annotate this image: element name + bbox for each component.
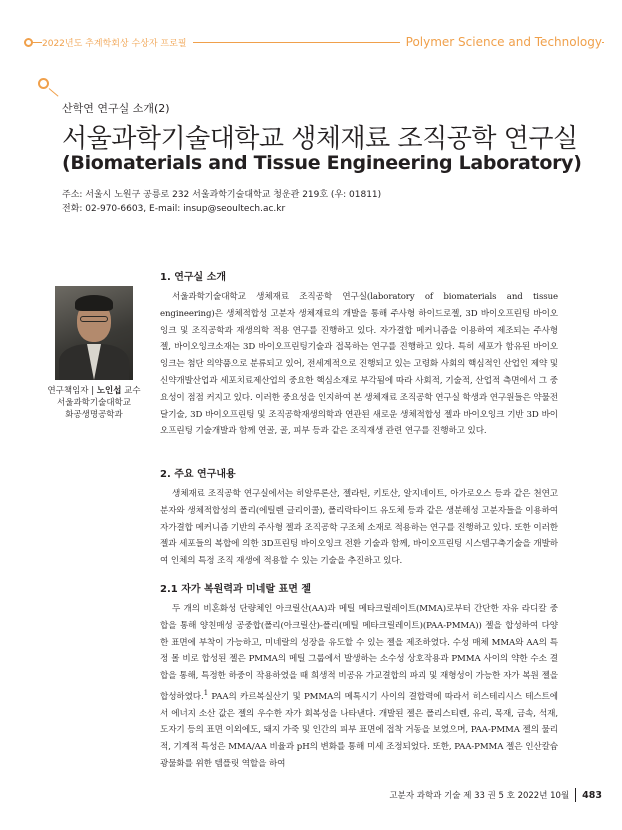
profile-department: 화공생명공학과 xyxy=(65,410,123,420)
profile-affiliation: 서울과학기술대학교 xyxy=(57,398,131,408)
profile-caption xyxy=(40,385,148,421)
contact-line: 전화: 02-970-6603, E-mail: insup@seoultech.ac.kr xyxy=(62,204,286,214)
title-english: (Biomaterials and Tissue Engineering Laboratory) xyxy=(62,152,582,174)
profile-name-line: 연구책임자 | 노인섭 교수 xyxy=(47,386,141,396)
section-heading: 1. 연구실 소개 xyxy=(160,272,227,283)
section-selfhealing-gel xyxy=(160,580,558,773)
circle-bullet-icon xyxy=(24,38,33,47)
contact-block xyxy=(62,188,381,216)
professor-photo xyxy=(55,286,133,380)
reference-mark: 1 xyxy=(203,687,209,697)
section-paragraph: 생체재료 조직공학 연구실에서는 히알루론산, 젤라틴, 키토산, 알지네이트, 아가로오스 등과 같은 천연고분자와 생체적합성의 폴리(에틸렌 글리이콜), 폴리락타이드 유도체 등과 같은 생분해성 고분자들을 이용하여 자가결합 메커니즘 기반의 주사형 젤과 조직공학 구조체 소재로 적용하는 연구를 진행하고 있다. 또한 이러한 젤과 세포들의 복합에 의한 3D프린팅 바이오잉크 전환 기술과 함께, 바이오프린팅 시스템구축기술을 개발하여 인체의 특정 조직 재생에 적용할 수 있는 기술을 추진하고 있다. xyxy=(160,489,558,567)
section-paragraph: 서울과학기술대학교 생체재료 조직공학 연구실(laboratory of biomaterials and tissue engineering)은 생체적합성 고분자 생체재료의 개발을 통해 주사형 하이드로젤, 3D 바이오프린팅 바이오잉크 및 조직공학과 재생의학 적용 연구를 진행하고 있다. 자가결합 메커니즘을 이용하여 제조되는 주사형 젤, 바이오잉크소재는 3D 바이오프린팅기술과 접목하는 연구를 진행하고 있다. 특히 세포가 함유된 바이오잉크는 첨단 의약품으로 분류되고 있어, 전세계적으로 진행되고 있는 고령화 사회의 핵심적인 산업인 제약 및 신약개발산업과 세포치료제산업의 중요한 핵심소재로 부각됨에 따라 사회적, 기술적, 산업적 측면에서 그 중요성이 점점 커지고 있다. 이러한 중요성을 인지하여 본 생체재료 조직공학 연구실 학생과 연구원들은 약물전달기술, 3D 바이오프린팅 및 조직공학재생의학과 연관된 새로운 생체적합성 젤과 바이오잉크 기반 3D 바이오프린팅 기술개발과 함께 연골, 골, 피부 등과 같은 조직재생 관련 연구를 진행하고 있다. xyxy=(160,292,558,437)
address-line: 주소: 서울시 노원구 공릉로 232 서울과학기술대학교 청운관 219호 (우: 01811) xyxy=(62,190,382,200)
section-heading: 2. 주요 연구내용 xyxy=(160,469,236,480)
section-intro xyxy=(160,268,558,440)
header-kicker: 2022년도 추계학회상 수상자 프로필 xyxy=(42,36,193,49)
circle-decoration-icon xyxy=(38,78,49,89)
journal-name: Polymer Science and Technology xyxy=(400,35,602,49)
decoration-line xyxy=(49,88,59,96)
section-research xyxy=(160,465,558,570)
footer-divider xyxy=(575,788,576,802)
page-footer xyxy=(389,788,602,802)
journal-issue: 고분자 과학과 기술 제 33 권 5 호 2022년 10월 xyxy=(389,791,570,801)
section-heading: 2.1 자가 복원력과 미네랄 표면 젤 xyxy=(160,584,312,595)
page-number: 483 xyxy=(582,789,602,801)
series-label: 산학연 연구실 소개(2) xyxy=(62,102,170,115)
professor-name: 노인섭 xyxy=(96,386,122,396)
title-korean: 서울과학기술대학교 생체재료 조직공학 연구실 xyxy=(62,124,578,154)
section-paragraph: 두 개의 비혼화성 단량체인 아크릴산(AA)과 메틸 메타크릴레이트(MMA)로부터 간단한 자유 라디칼 중합을 통해 양친매성 공중합(폴리(아크릴산)-폴리(메틸 메타크릴레이트)(PAA-PMMA)) 젤을 합성하여 다양한 표면에 부착이 가능하고, 미네랄의 성장을 유도할 수 있는 젤을 제조하였다. 수성 매체 MMA와 AA의 특정 몰 비로 합성된 젤은 PMMA의 메틸 그룹에서 발생하는 소수성 상호작용과 PMMA 사이의 약한 수소 결합을 통해, 특정한 하중이 작용하였을 때 희생적 비공유 가교결합의 파괴 및 재형성이 가능한 자가 복원 젤을 합성하였다.$^1$ PAA의 카르복실산기 및 PMMA의 메톡시기 사이의 결합력에 따라서 히스테리시스 테스트에서 에너지 소산 값은 젤의 우수한 자가 회복성을 나타낸다. 개발된 젤은 폴리스티렌, 유리, 목재, 금속, 석재, 도자기 등의 표면 이외에도, 돼지 가죽 및 인간의 피부 표면에 접착 거동을 보였으며, PAA-PMMA 젤의 물리적, 기계적 특성은 MMA/AA 비율과 pH의 변화를 통해 미세 조정되었다. 또한, PAA-PMMA 젤은 인산칼슘 광물화를 위한 템플릿 역할을 하여 xyxy=(160,604,558,770)
